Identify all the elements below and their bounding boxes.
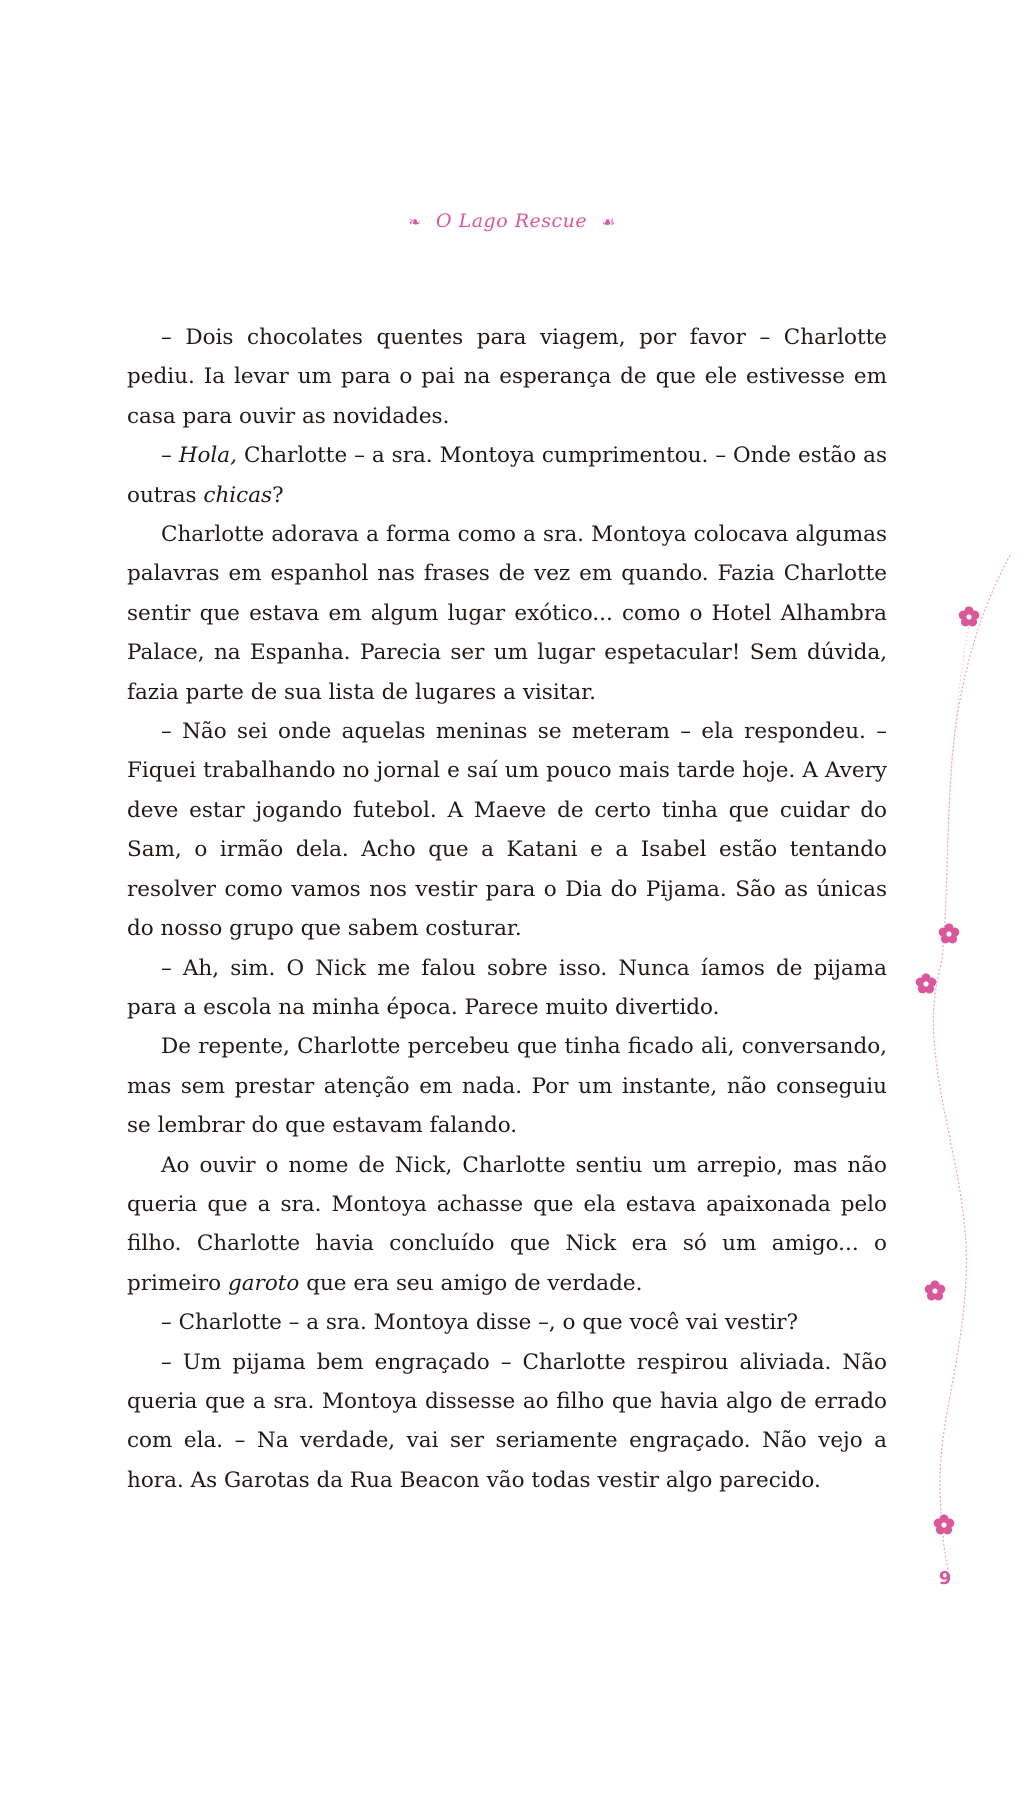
page-number: 9	[938, 1568, 952, 1589]
text-run: – Dois chocolates quentes para viagem, por favor – Charlotte pediu. Ia levar um para o pai na esperança de que ele estivesse em casa para ouvir as novidades.	[127, 325, 887, 429]
text-run: Charlotte – a sra. Montoya cumprimentou. – Onde estão as outras	[127, 443, 887, 508]
paragraph	[127, 436, 887, 515]
paragraph	[127, 515, 887, 712]
flower-icon	[925, 1280, 946, 1300]
text-run: – Não sei onde aquelas meninas se meteram – ela respondeu. – Fiquei trabalhando no jornal e saí um pouco mais tarde hoje. A Avery deve estar jogando futebol. A Maeve de certo tinha que cuidar do Sam, o irmão dela. Acho que a Katani e a Isabel estão tentando resolver como vamos nos vestir para o Dia do Pijama. São as únicas do nosso grupo que sabem costurar.	[127, 719, 887, 942]
italic-text: chicas	[203, 482, 273, 508]
ornament-right-icon: ☙	[601, 213, 616, 231]
paragraph	[127, 712, 887, 948]
vine-stem-secondary	[948, 620, 970, 840]
text-run: ?	[272, 482, 284, 508]
paragraph	[127, 1303, 887, 1342]
ornament-left-icon: ❧	[408, 213, 422, 231]
body-text	[127, 318, 887, 1500]
text-run: –	[161, 443, 179, 469]
paragraph	[127, 1027, 887, 1145]
italic-text: Hola,	[178, 443, 237, 469]
text-run: – Charlotte – a sra. Montoya disse –, o que você vai vestir?	[161, 1310, 799, 1336]
flower-icon	[959, 606, 980, 626]
flower-icon	[934, 1514, 955, 1534]
paragraph	[127, 1343, 887, 1501]
paragraph	[127, 318, 887, 436]
running-head-title: O Lago Rescue	[436, 210, 588, 232]
paragraph	[127, 949, 887, 1028]
vine-stem	[933, 555, 1010, 1570]
flower-icon	[939, 923, 960, 943]
italic-text: garoto	[227, 1270, 300, 1296]
text-run: Charlotte adorava a forma como a sra. Montoya colocava algumas palavras em espanhol nas frases de vez em quando. Fazia Charlotte sentir que estava em algum lugar exótico... como o Hotel Alhambra Palace, na Espanha. Parecia ser um lugar espetacular! Sem dúvida, fazia parte de sua lista de lugares a visitar.	[127, 522, 887, 705]
text-run: – Ah, sim. O Nick me falou sobre isso. Nunca íamos de pijama para a escola na minha época. Parece muito divertido.	[127, 955, 887, 1020]
text-run: – Um pijama bem engraçado – Charlotte respirou aliviada. Não queria que a sra. Montoya dissesse ao filho que havia algo de errado com ela. – Na verdade, vai ser seriamente engraçado. Não vejo a hora. As Garotas da Rua Beacon vão todas vestir algo parecido.	[127, 1349, 887, 1493]
paragraph	[127, 1146, 887, 1304]
running-head	[0, 210, 1024, 232]
text-run: De repente, Charlotte percebeu que tinha ficado ali, conversando, mas sem prestar atenção em nada. Por um instante, não conseguiu se lembrar do que estavam falando.	[127, 1034, 887, 1139]
flower-icon	[916, 973, 937, 993]
text-run: que era seu amigo de verdade.	[299, 1270, 643, 1296]
text-run: Ao ouvir o nome de Nick, Charlotte sentiu um arrepio, mas não queria que a sra. Montoya achasse que ela estava apaixonada pelo filho. Charlotte havia concluído que Nick era só um amigo... o primeiro	[127, 1152, 887, 1296]
